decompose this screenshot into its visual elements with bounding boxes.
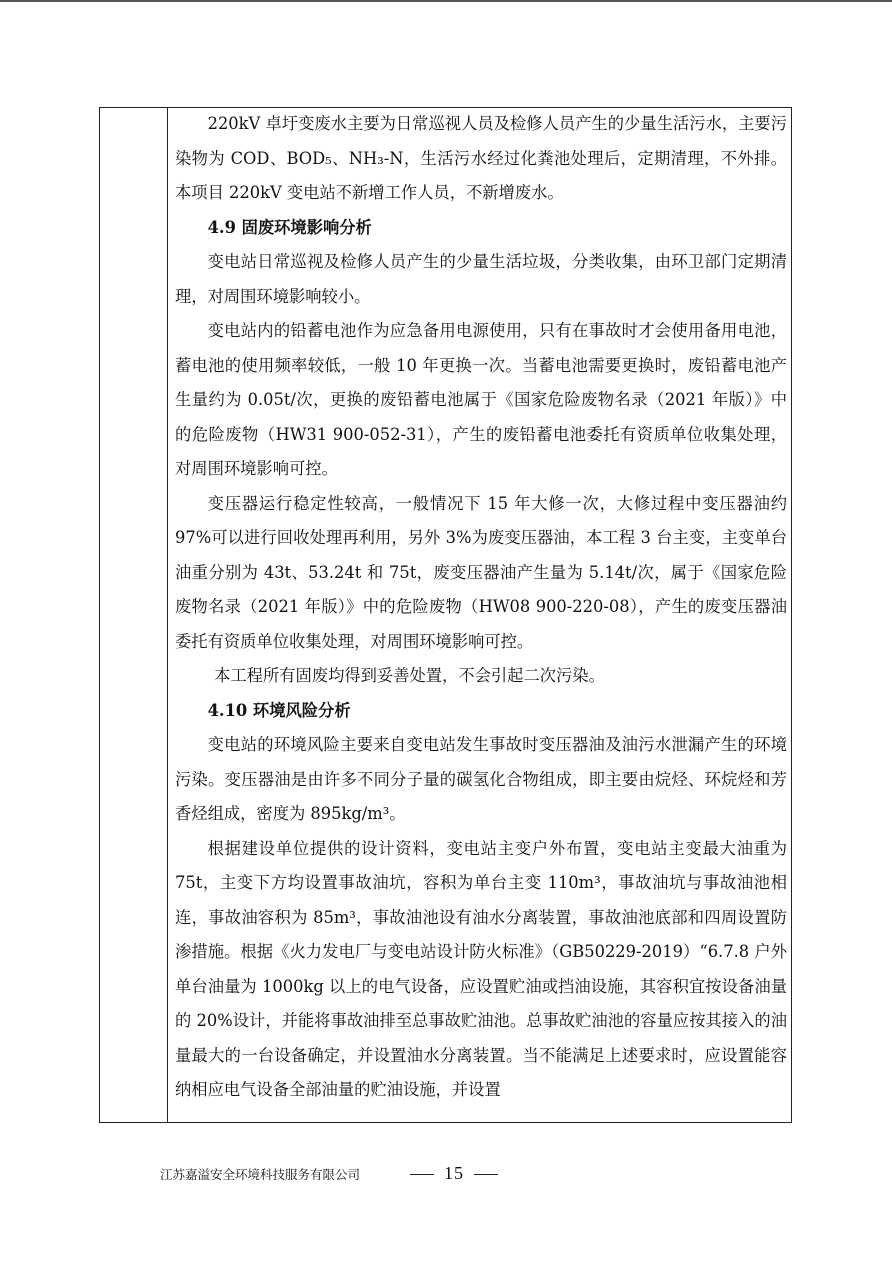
paragraph-transformer-oil: 变压器运行稳定性较高，一般情况下 15 年大修一次，大修过程中变压器油约 97%可以进行回收处理再利用，另外 3%为废变压器油，本工程 3 台主变，主变单台油重分别为 43t、53.24t 和 75t，废变压器油产生量为 5.14t/次，属于《国家危险废物名录（2021 年版）》中的危险废物（HW08 900-220-08），产生的废变压器油委托有资质单位收集处理，对周围环境影响可控。 bbox=[175, 493, 787, 651]
paragraph-environmental-risk: 变电站的环境风险主要来自变电站发生事故时变压器油及油污水泄漏产生的环境污染。变压器油是由许多不同分子量的碳氢化合物组成，即主要由烷烃、环烷烃和芳香烃组成，密度为 895kg/m³。 bbox=[175, 735, 787, 823]
document-body bbox=[175, 107, 787, 1108]
paragraph-solid-waste-summary: 本工程所有固废均得到妥善处置，不会引起二次污染。 bbox=[214, 666, 605, 685]
paragraph-domestic-garbage: 变电站日常巡视及检修人员产生的少量生活垃圾，分类收集，由环卫部门定期清理，对周围环境影响较小。 bbox=[175, 252, 787, 306]
section-heading-4-9: 4.9 固废环境影响分析 bbox=[207, 217, 372, 237]
top-border-line bbox=[0, 0, 892, 2]
page-number bbox=[400, 1163, 508, 1184]
page-footer bbox=[0, 1163, 892, 1193]
page-number-value: 15 bbox=[444, 1163, 464, 1183]
page-number-right-dash bbox=[474, 1174, 498, 1175]
table-left-column bbox=[100, 108, 168, 1122]
page-number-left-dash bbox=[410, 1174, 434, 1175]
paragraph-design-data: 根据建设单位提供的设计资料，变电站主变户外布置，变电站主变最大油重为 75t，主变下方均设置事故油坑，容积为单台主变 110m³，事故油坑与事故油池相连，事故油容积为 85m³，事故油池设有油水分离装置，事故油池底部和四周设置防渗措施。根据《火力发电厂与变电站设计防火标准》（GB50229-2019）“6.7.8 户外单台油量为 1000kg 以上的电气设备，应设置贮油或挡油设施，其容积宜按设备油量的 20%设计，并能将事故油排至总事故贮油池。总事故贮油池的容量应按其接入的油量最大的一台设备确定，并设置油水分离装置。当不能满足上述要求时，应设置能容纳相应电气设备全部油量的贮油设施，并设置 bbox=[175, 838, 787, 1099]
footer-company-name: 江苏嘉溢安全环境科技服务有限公司 bbox=[160, 1167, 361, 1182]
section-heading-4-10: 4.10 环境风险分析 bbox=[207, 700, 351, 720]
paragraph-wastewater: 220kV 卓圩变废水主要为日常巡视人员及检修人员产生的少量生活污水，主要污染物为 COD、BOD₅、NH₃-N，生活污水经过化粪池处理后，定期清理，不外排。本项目 220kV 变电站不新增工作人员，不新增废水。 bbox=[175, 114, 787, 202]
paragraph-lead-battery: 变电站内的铅蓄电池作为应急备用电源使用，只有在事故时才会使用备用电池，蓄电池的使用频率较低，一般 10 年更换一次。当蓄电池需要更换时，废铅蓄电池产生量约为 0.05t/次，更换的废铅蓄电池属于《国家危险废物名录（2021 年版）》中的危险废物（HW31 900-052-31），产生的废铅蓄电池委托有资质单位收集处理，对周围环境影响可控。 bbox=[175, 321, 787, 478]
